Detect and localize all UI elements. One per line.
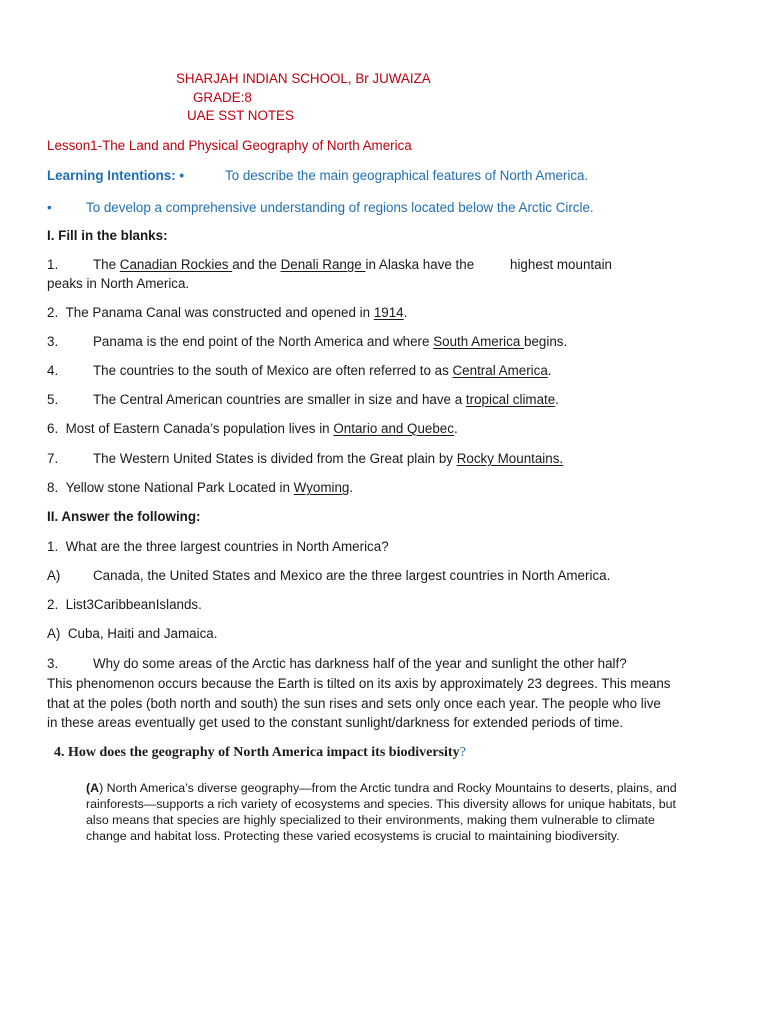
blank-answer: Denali Range (280, 257, 366, 272)
section-2-heading: II. Answer the following: (47, 509, 201, 524)
s2-q3-text: Why do some areas of the Arctic has darkness half of the year and sunlight the other half? (93, 656, 627, 671)
blank-answer: Rocky Mountains. (456, 451, 564, 466)
intention-item-2: To develop a comprehensive understanding of regions located below the Arctic Circle. (86, 200, 594, 215)
q5-number: 5. (47, 392, 59, 407)
q1-text: The Canadian Rockies and the Denali Range in Alaska have the (93, 257, 475, 272)
q3-number: 3. (47, 334, 59, 349)
s2-q3-number: 3. (47, 656, 59, 671)
q7-text: The Western United States is divided from the Great plain by Rocky Mountains. (93, 451, 564, 466)
blank-answer: Canadian Rockies (119, 257, 233, 272)
s2-a3-line-2: that at the poles (both north and south) the sun rises and sets only once each year. The people who live (47, 696, 661, 711)
s2-q4-line: 4. How does the geography of North America impact its biodiversity? (54, 745, 466, 760)
q6-line: 6. Most of Eastern Canada’s population lives in Ontario and Quebec. (47, 421, 458, 436)
learning-intentions-label: Learning Intentions: • (47, 168, 185, 183)
blank-answer: tropical climate (465, 392, 556, 407)
s2-a3-line-3: in these areas eventually get used to the constant sunlight/darkness for extended periods of time. (47, 715, 624, 730)
section-1-heading: I. Fill in the blanks: (47, 228, 168, 243)
school-name: SHARJAH INDIAN SCHOOL, Br JUWAIZA (176, 71, 431, 86)
s2-a2-line: A) Cuba, Haiti and Jamaica. (47, 626, 218, 641)
q3-text: Panama is the end point of the North America and where South America begins. (93, 334, 568, 349)
q2-line: 2. The Panama Canal was constructed and opened in 1914. (47, 305, 408, 320)
q4-number: 4. (47, 363, 59, 378)
grade-label: GRADE:8 (193, 90, 252, 105)
blank-answer: Ontario and Quebec (333, 421, 454, 436)
lesson-title: Lesson1-The Land and Physical Geography of North America (47, 138, 412, 153)
q5-text: The Central American countries are smaller in size and have a tropical climate. (93, 392, 559, 407)
q7-number: 7. (47, 451, 59, 466)
s2-a1-text: Canada, the United States and Mexico are the three largest countries in North America. (93, 568, 611, 583)
s2-q1-line: 1. What are the three largest countries in North America? (47, 539, 389, 554)
q1-number: 1. (47, 257, 59, 272)
subject-label: UAE SST NOTES (187, 108, 294, 123)
q1-text-line2: peaks in North America. (47, 276, 190, 291)
s2-a4-line-3: also means that species are highly specialized to their environments, making them vulnerable to climate (86, 813, 655, 827)
s2-a4-line-4: change and habitat loss. Protecting these varied ecosystems is crucial to maintaining biodiversity. (86, 829, 620, 843)
blank-answer: South America (433, 334, 524, 349)
blank-answer: Central America (452, 363, 548, 378)
s2-a1-label: A) (47, 568, 61, 583)
s2-a4-line-2: rainforests—supports a rich variety of ecosystems and species. This diversity allows for unique habitats, but (86, 797, 676, 811)
q4-text: The countries to the south of Mexico are often referred to as Central America. (93, 363, 552, 378)
s2-a4-line-1: (A) North America’s diverse geography—from the Arctic tundra and Rocky Mountains to deserts, plains, and (86, 781, 677, 795)
q8-line: 8. Yellow stone National Park Located in Wyoming. (47, 480, 354, 495)
blank-answer: 1914 (373, 305, 404, 320)
intention-item-1: To describe the main geographical features of North America. (225, 168, 589, 183)
intention-bullet: • (47, 200, 52, 215)
blank-answer: Wyoming (293, 480, 350, 495)
s2-a3-line-1: This phenomenon occurs because the Earth is tilted on its axis by approximately 23 degrees. This means (47, 676, 671, 691)
q1-text-cont: highest mountain (510, 257, 612, 272)
s2-q2-line: 2. List3CaribbeanIslands. (47, 597, 202, 612)
